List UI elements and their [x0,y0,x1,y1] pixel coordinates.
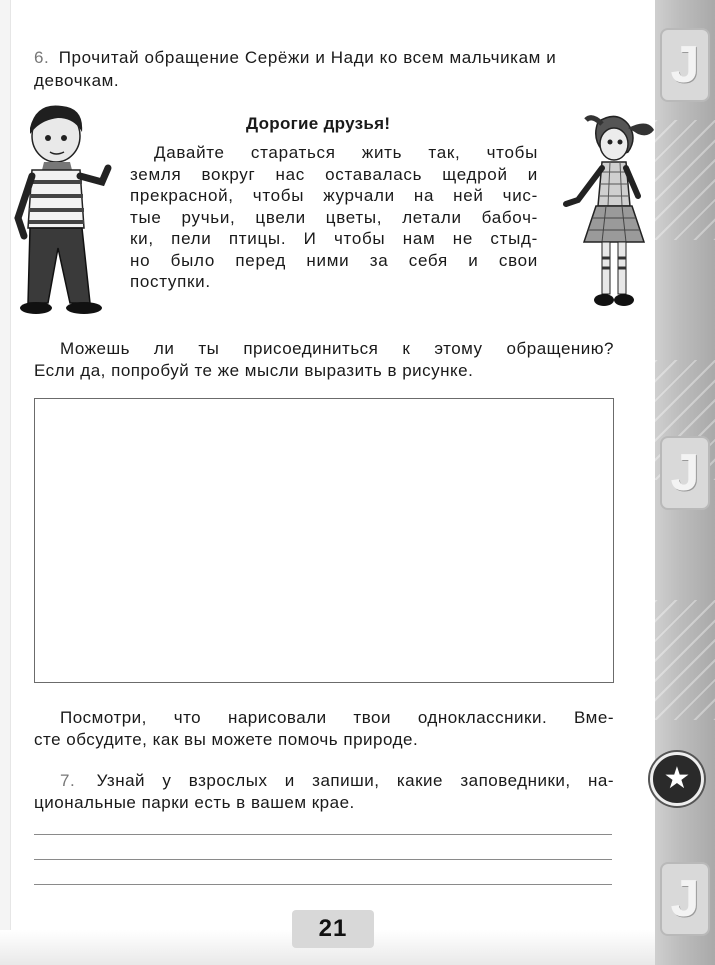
drawing-area[interactable] [34,398,614,683]
girl-nadya-illustration [558,108,658,318]
answer-line[interactable] [34,834,612,835]
section-tab-j-icon: J [660,28,710,102]
star-icon: ★ [650,752,704,806]
appeal-line: ки, пели птицы. И чтобы нам не стыд- [130,229,538,248]
appeal-line: тые ручьи, цвели цветы, летали бабоч- [130,207,538,227]
task-6-instruction [34,46,614,92]
question-line: Если да, попробуй те же мысли выразить в рисунке. [34,361,474,380]
appeal-line: земля вокруг нас оставалась щедрой и [130,164,538,184]
task-7-line [34,770,614,792]
drawing-question [34,338,614,382]
question-line: Можешь ли ты присоединиться к этому обращению? [60,339,614,358]
task-7-instruction [34,770,614,814]
task-7-number: 7. [60,771,76,790]
appeal-line: Давайте стараться жить так, чтобы [154,143,538,162]
answer-line[interactable] [34,884,612,885]
strip-pattern [655,600,715,720]
page-number: 21 [292,910,374,948]
appeal-line: поступки. [130,272,211,291]
discuss-line: сте обсудите, как вы можете помочь природе. [34,730,419,749]
appeal-line: но было перед ними за себя и свои [130,250,538,270]
appeal-line: прекрасной, чтобы журчали на ней чис- [130,186,538,205]
strip-pattern [655,120,715,240]
task-6-text: Прочитай обращение Серёжи и Нади ко всем мальчикам и девочкам. [34,48,557,90]
appeal-title: Дорогие друзья! [246,114,391,133]
section-tab-j-icon: J [660,862,710,936]
appeal-text [130,142,538,293]
boy-seryozha-illustration [10,98,120,320]
task-7-text: Узнай у взрослых и запиши, какие заповедники, на- [96,771,614,790]
answer-line[interactable] [34,859,612,860]
discuss-line: Посмотри, что нарисовали твои одноклассники. Вме- [60,708,614,727]
task-7-line: циональные парки есть в вашем крае. [34,793,355,812]
section-tab-j-icon: J [660,436,710,510]
discussion-instruction [34,707,614,751]
task-6-number: 6. [34,48,50,67]
